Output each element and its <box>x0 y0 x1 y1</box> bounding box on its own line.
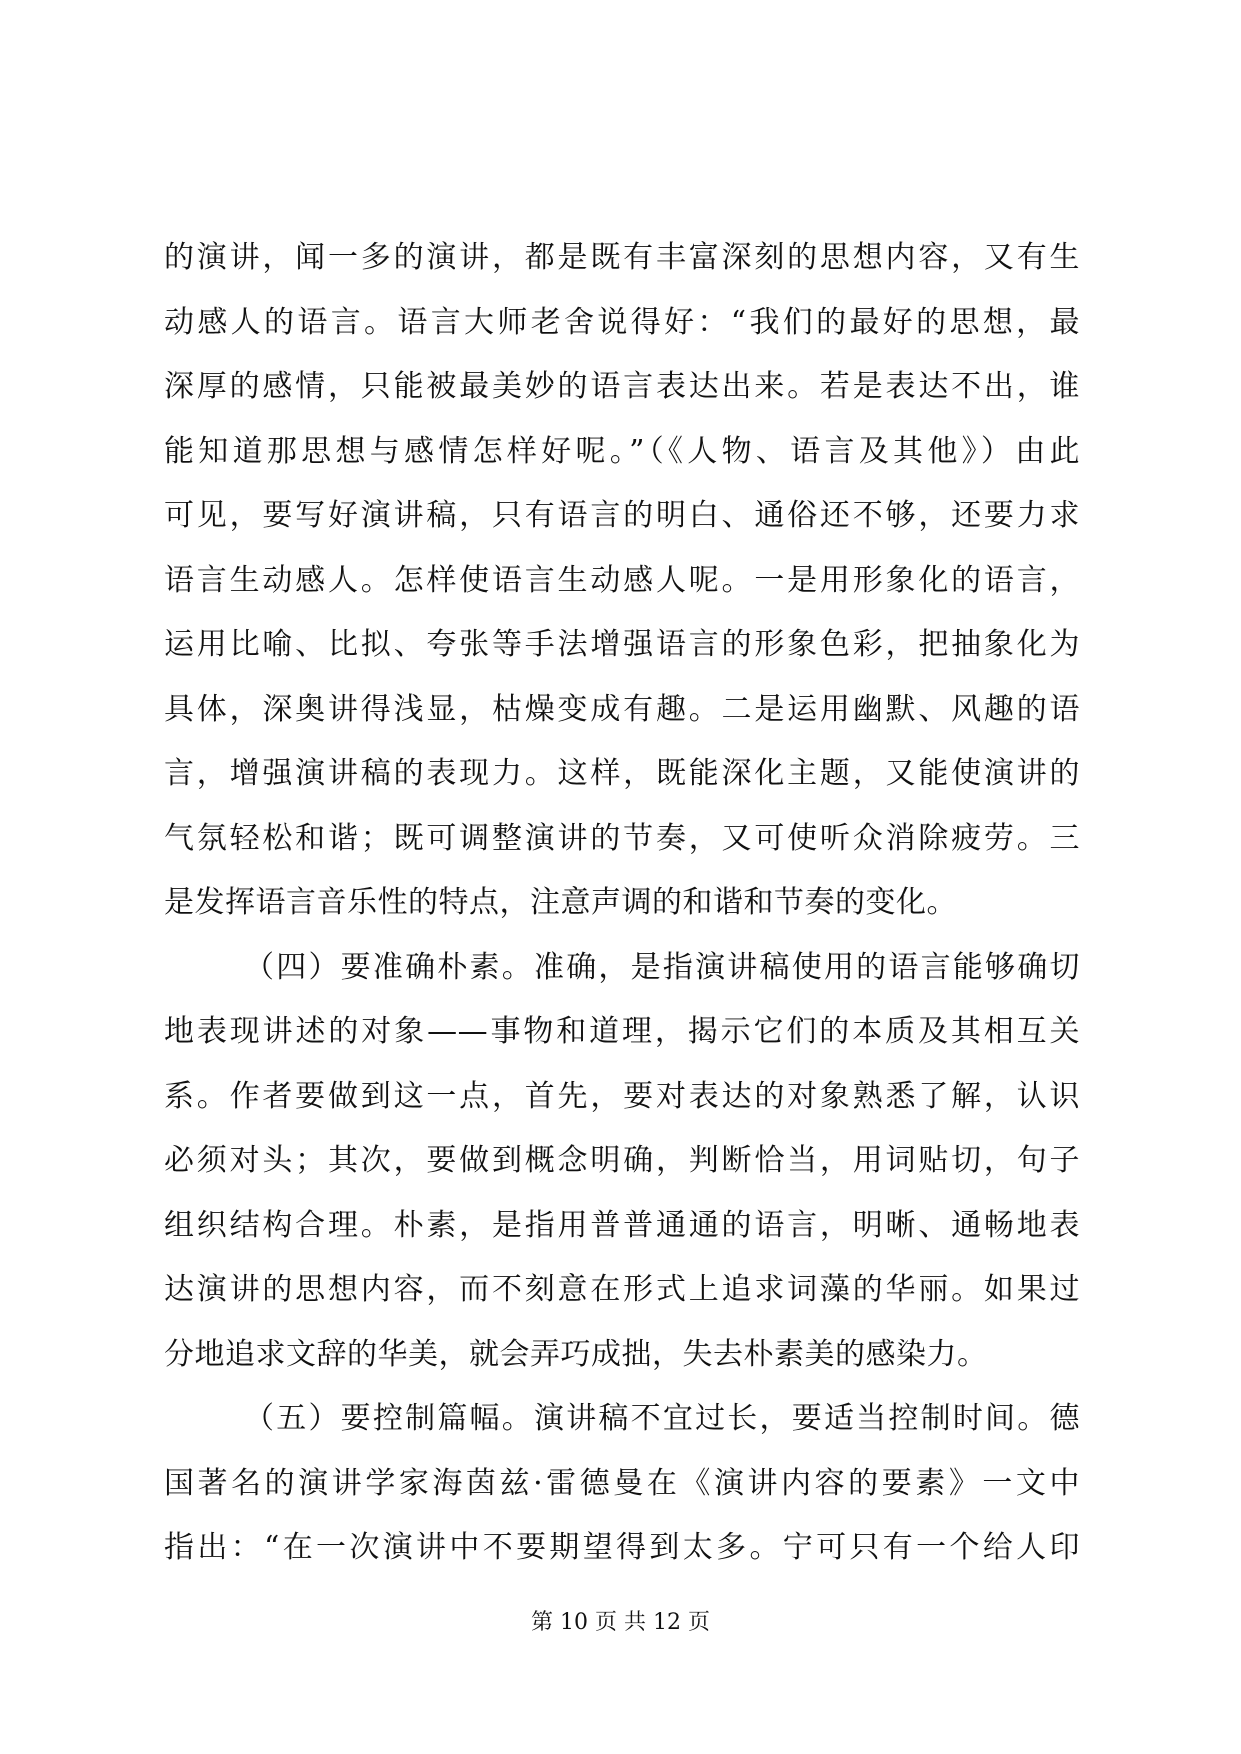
text-line: （四）要准确朴素。准确，是指演讲稿使用的语言能够确切 <box>244 949 1080 985</box>
text-line: 语言生动感人。怎样使语言生动感人呢。一是用形象化的语言， <box>164 562 1080 598</box>
text-line: 的演讲，闻一多的演讲，都是既有丰富深刻的思想内容，又有生 <box>164 240 1080 275</box>
text-line: 达演讲的思想内容，而不刻意在形式上追求词藻的华丽。如果过 <box>164 1272 1080 1307</box>
text-line: 是发挥语言音乐性的特点，注意声调的和谐和节奏的变化。 <box>164 885 957 920</box>
text-line: 动感人的语言。语言大师老舍说得好：“我们的最好的思想，最 <box>164 304 1080 340</box>
text-line: 气氛轻松和谐；既可调整演讲的节奏，又可使听众消除疲劳。三 <box>164 820 1080 856</box>
text-line: 地表现讲述的对象——事物和道理，揭示它们的本质及其相互关 <box>164 1014 1080 1049</box>
document-body <box>164 226 1080 1581</box>
text-line: 深厚的感情，只能被最美妙的语言表达出来。若是表达不出，谁 <box>164 369 1080 404</box>
page-footer: 第 10 页 共 12 页 <box>531 1610 710 1635</box>
text-line: 分地追求文辞的华美，就会弄巧成拙，失去朴素美的感染力。 <box>164 1336 988 1372</box>
text-line: 言，增强演讲稿的表现力。这样，既能深化主题，又能使演讲的 <box>164 756 1080 791</box>
text-line: 可见，要写好演讲稿，只有语言的明白、通俗还不够，还要力求 <box>164 498 1080 533</box>
text-line: 运用比喻、比拟、夸张等手法增强语言的形象色彩，把抽象化为 <box>164 627 1080 662</box>
text-line: 国著名的演讲学家海茵兹·雷德曼在《演讲内容的要素》一文中 <box>164 1465 1080 1501</box>
text-line: 具体，深奥讲得浅显，枯燥变成有趣。二是运用幽默、风趣的语 <box>164 691 1080 727</box>
text-line: 指出：“在一次演讲中不要期望得到太多。宁可只有一个给人印 <box>164 1530 1080 1565</box>
text-line: 能知道那思想与感情怎样好呢。”（《人物、语言及其他》）由此 <box>164 433 1080 469</box>
text-line: （五）要控制篇幅。演讲稿不宜过长，要适当控制时间。德 <box>244 1401 1080 1436</box>
text-line: 必须对头；其次，要做到概念明确，判断恰当，用词贴切，句子 <box>164 1143 1080 1178</box>
text-line: 系。作者要做到这一点，首先，要对表达的对象熟悉了解，认识 <box>164 1078 1080 1114</box>
text-line: 组织结构合理。朴素，是指用普普通通的语言，明晰、通畅地表 <box>164 1207 1080 1243</box>
